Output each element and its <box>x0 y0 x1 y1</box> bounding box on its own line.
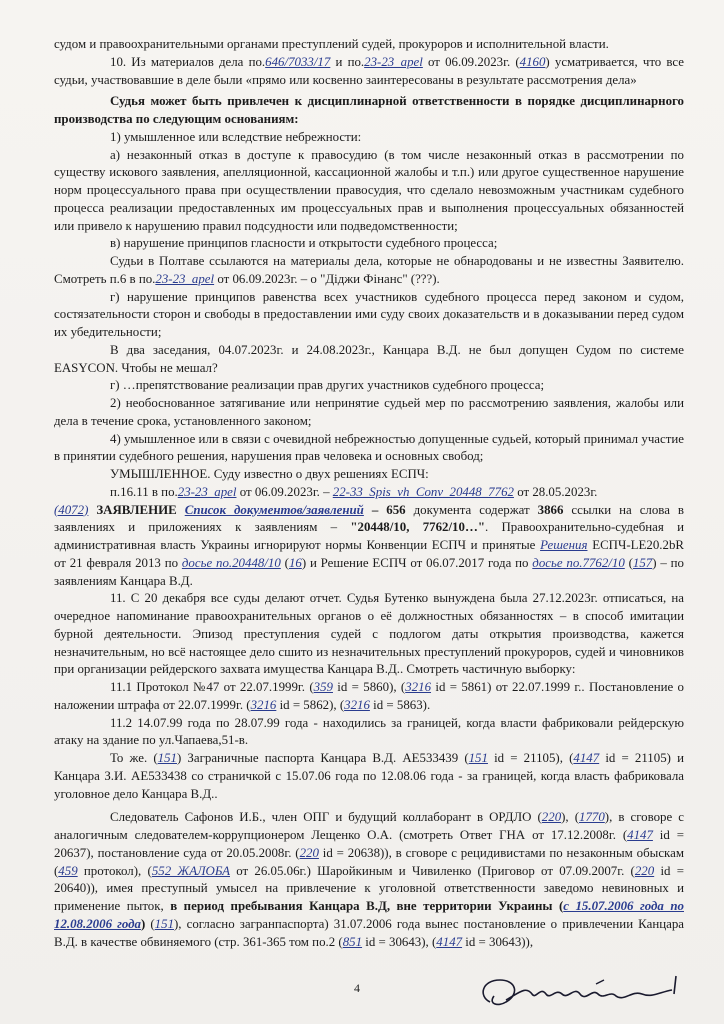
paragraph-11-1 <box>54 679 684 715</box>
list-item-g2: г) …препятствование реализации прав других участников судебного процесса; <box>110 378 545 393</box>
dossier-link[interactable]: досье по.20448/10 <box>181 555 281 570</box>
text: от 26.05.06г.) Шаройкиным и Чивиленко (Приговор от 07.09.2007г. ( <box>230 863 635 878</box>
text: id = 30643)), <box>462 934 534 949</box>
text: от 06.09.2023г. – <box>236 484 333 499</box>
doc-link[interactable]: (4072) <box>54 502 89 517</box>
paragraph-safonov <box>54 809 684 951</box>
doc-link[interactable]: 1770 <box>579 810 605 825</box>
text: и по. <box>330 54 365 69</box>
paragraph-16-11 <box>54 484 684 502</box>
list-item-2: 2) необоснованное затягивание или непринятие судьей мер по рассмотрению заявления, жалобы или дела в течение срока, установленного законом; <box>54 396 684 428</box>
text: То же. ( <box>110 751 158 765</box>
doc-link[interactable]: 4147 <box>627 828 653 842</box>
text: протокол), ( <box>77 863 152 878</box>
text: 11.1 Протокол №47 от 22.07.1999г. ( <box>110 680 314 694</box>
text: id = 20640)), имея преступный умысел на привлечение к уголовной ответственности заведомо невиновных и применение пыток, <box>54 863 684 913</box>
page-number: 4 <box>354 981 360 995</box>
text: id = 21105) и Канцара З.И. АЕ533438 со страничкой с 15.07.06 года по 12.08.06 года - за границей, когда власть фабриковала уголовное дело Канцара В.Д.. <box>54 751 684 801</box>
doc-link[interactable]: 3216 <box>344 697 370 712</box>
text: ( <box>145 916 155 931</box>
text: ) усматривается, что все судьи, участвовавшие в деле были «прямо или косвенно заинтересованы в результате рассмотрения дела» <box>54 54 685 87</box>
paragraph-10 <box>54 54 684 90</box>
paragraph-poltava <box>54 253 684 289</box>
text: id = 5861) от 22.07.1999 г.. Постановление о наложении штрафа от 22.07.1999г. ( <box>54 680 685 712</box>
paragraph-11: 11. С 20 декабря все суды делают отчет. Судья Бутенко вынуждена была 27.12.2023г. отписаться, на очередное напоминание правоохранительных органов о её должностных обязанностях – в способ имитации бурной деятельности. Эпизод преступления судей с подлогом даты открытия производства, кажется незначительным, но всё настоящее дело сшито из незначительных преступлений прокуроров, судей и чиновников при организации рейдерского захвата имущества Канцара В.Д.. Смотреть частичную выборку: <box>54 591 684 677</box>
text: ЗАЯВЛЕНИЕ <box>88 502 185 517</box>
case-link[interactable]: 23-23_apel <box>177 484 237 499</box>
text: Следователь Сафонов И.Б., член ОПГ и будущий коллаборант в ОРДЛО ( <box>110 810 542 825</box>
case-link[interactable]: 23-23_apel <box>155 271 215 286</box>
doc-link[interactable]: 4160 <box>519 54 546 69</box>
text: ) <box>140 916 146 931</box>
text: id = 20637), постановление суда от 20.05.2008г. ( <box>54 828 684 860</box>
text: от 06.09.2023г. – о "Діджи Фінанс" (???). <box>214 271 440 286</box>
text: 3866 <box>537 502 564 517</box>
paragraph-16-11-cont <box>54 502 684 591</box>
doc-link[interactable]: 220 <box>299 845 319 860</box>
text: Судьи в Полтаве ссылаются на материалы дела, которые не обнародованы и не известны Заявителю. Смотреть п.6 в по. <box>54 254 684 286</box>
paragraph-passports <box>54 750 684 803</box>
paragraph-deliberate: УМЫШЛЕННОЕ. Суду известно о двух решениях ЕСПЧ: <box>110 467 429 481</box>
text: ( <box>280 555 289 570</box>
doc-link[interactable]: 157 <box>632 555 653 570</box>
doc-link[interactable]: 851 <box>342 934 363 949</box>
text: ), в сговоре с аналогичным следователем-коррупционером Лещенко О.А. (смотреть Ответ ГНА от 17.12.2008г. ( <box>54 810 684 842</box>
section-heading: Судья может быть привлечен к дисциплинарной ответственности в порядке дисциплинарного производства по следующим основаниям: <box>54 94 684 126</box>
period-link[interactable]: с 15.07.2006 года по 12.08.2006 года <box>54 899 684 931</box>
text: – 656 <box>363 502 406 517</box>
text: ) – по заявлениям Канцара В.Д. <box>54 555 684 588</box>
text: id = 5860), ( <box>332 680 406 694</box>
doc-link[interactable]: 3216 <box>250 697 277 712</box>
paragraph-11-2: 11.2 14.07.99 года по 28.07.99 года - находились за границей, когда власти фабриковали рейдерскую атаку на здание по ул.Чапаева,51-в. <box>54 715 684 748</box>
text: "20448/10, 7762/10…" <box>350 520 485 535</box>
decision-link[interactable]: Решения <box>540 538 588 552</box>
list-item-1: 1) умышленное или вследствие небрежности: <box>110 129 362 144</box>
text: . Правоохранительно-судебная и административная власть Украины игнорируют нормы Конвенции ЕСПЧ и принятые <box>54 520 684 552</box>
doc-link[interactable]: 4147 <box>436 934 463 949</box>
signature-icon <box>476 972 686 1024</box>
text: id = 20638)), в сговоре с рецидивистами по незаконным обыскам ( <box>54 845 684 878</box>
dossier-link[interactable]: досье по.7762/10 <box>532 555 625 570</box>
text: ссылки на слова в заявлениях и приложениях к заявлениям – <box>54 502 684 535</box>
list-item-a: а) незаконный отказ в доступе к правосудию (в том числе незаконный отказ в рассмотрении по существу искового заявления, апелляционной, кассационной жалобы и т.п.) или другое существенное нарушение норм процессуального права при осуществлении правосудия, что сделало невозможным участникам судебного процесса реализации предоставленных им процессуальных прав и выполнения процессуальных обязанностей или привело к нарушению правил подсудности или подведомственности; <box>54 147 684 233</box>
text: id = 21105), ( <box>487 751 574 765</box>
text: 10. Из материалов дела по. <box>110 54 266 69</box>
doc-link[interactable]: 151 <box>154 916 175 931</box>
doc-link[interactable]: 359 <box>313 680 333 694</box>
complaint-link[interactable]: 552 ЖАЛОБА <box>151 863 230 878</box>
text: в период пребывания Канцара В.Д, вне территории Украины ( <box>170 899 564 913</box>
doc-link[interactable]: 220 <box>541 810 562 825</box>
text: id = 30643), ( <box>362 934 437 949</box>
doc-link[interactable]: 220 <box>634 863 655 878</box>
doc-link[interactable]: 151 <box>468 751 488 765</box>
text: ) и Решение ЕСПЧ от 06.07.2017 года по <box>301 555 533 570</box>
text: документа содержат <box>405 502 538 517</box>
list-item-v: в) нарушение принципов гласности и открытости судебного процесса; <box>110 236 498 251</box>
text: id = 5863). <box>369 697 431 712</box>
doc-link[interactable]: 459 <box>58 863 78 878</box>
text: п.16.11 в по. <box>110 484 178 499</box>
list-item-4: 4) умышленное или в связи с очевидной небрежностью допущенные судьей, который принимал участие в принятии судебного решения, нарушения прав человека и основных свобод; <box>54 431 684 464</box>
text: от 28.05.2023г. <box>513 484 598 499</box>
paragraph-two-sessions: В два заседания, 04.07.2023г. и 24.08.2023г., Канцара В.Д. не был допущен Судом по системе EASYCON. Чтобы не мешал? <box>54 342 684 375</box>
text: от 06.09.2023г. ( <box>422 54 520 69</box>
case-link[interactable]: 23-23_apel <box>364 54 423 69</box>
case-link[interactable]: 646/7033/17 <box>265 54 331 69</box>
list-item-g: г) нарушение принципов равенства всех участников судебного процесса перед законом и судом, состязательности сторон и свободы в предоставлении ими суду своих доказательств и в доказывании перед судом их убедительности; <box>54 289 684 339</box>
doc-link[interactable]: 151 <box>157 751 177 765</box>
text: ), ( <box>561 810 579 825</box>
doc-link[interactable]: 3216 <box>405 680 432 694</box>
doc-link[interactable]: 4147 <box>573 751 600 765</box>
doc-link[interactable]: 16 <box>288 555 302 570</box>
file-link[interactable]: 22-33_Spis_vh_Conv_20448_7762 <box>332 484 514 499</box>
text: ) Заграничные паспорта Канцара В.Д. АЕ533439 ( <box>176 751 469 765</box>
text: ЕСПЧ-LE20.2bR от 21 февраля 2013 по <box>54 538 684 570</box>
text: ( <box>624 555 633 570</box>
text: ), согласно загранпаспорта) 31.07.2006 года вынес постановление о привлечении Канцара В.Д. в качестве обвиняемого (стр. 361-365 том по.2 ( <box>54 916 685 949</box>
paragraph-continuation: судом и правоохранительными органами преступлений судей, прокуроров и исполнительной власти. <box>54 37 609 51</box>
list-link[interactable]: Список документов/заявлений <box>184 502 364 517</box>
text: id = 5862), ( <box>276 697 345 712</box>
